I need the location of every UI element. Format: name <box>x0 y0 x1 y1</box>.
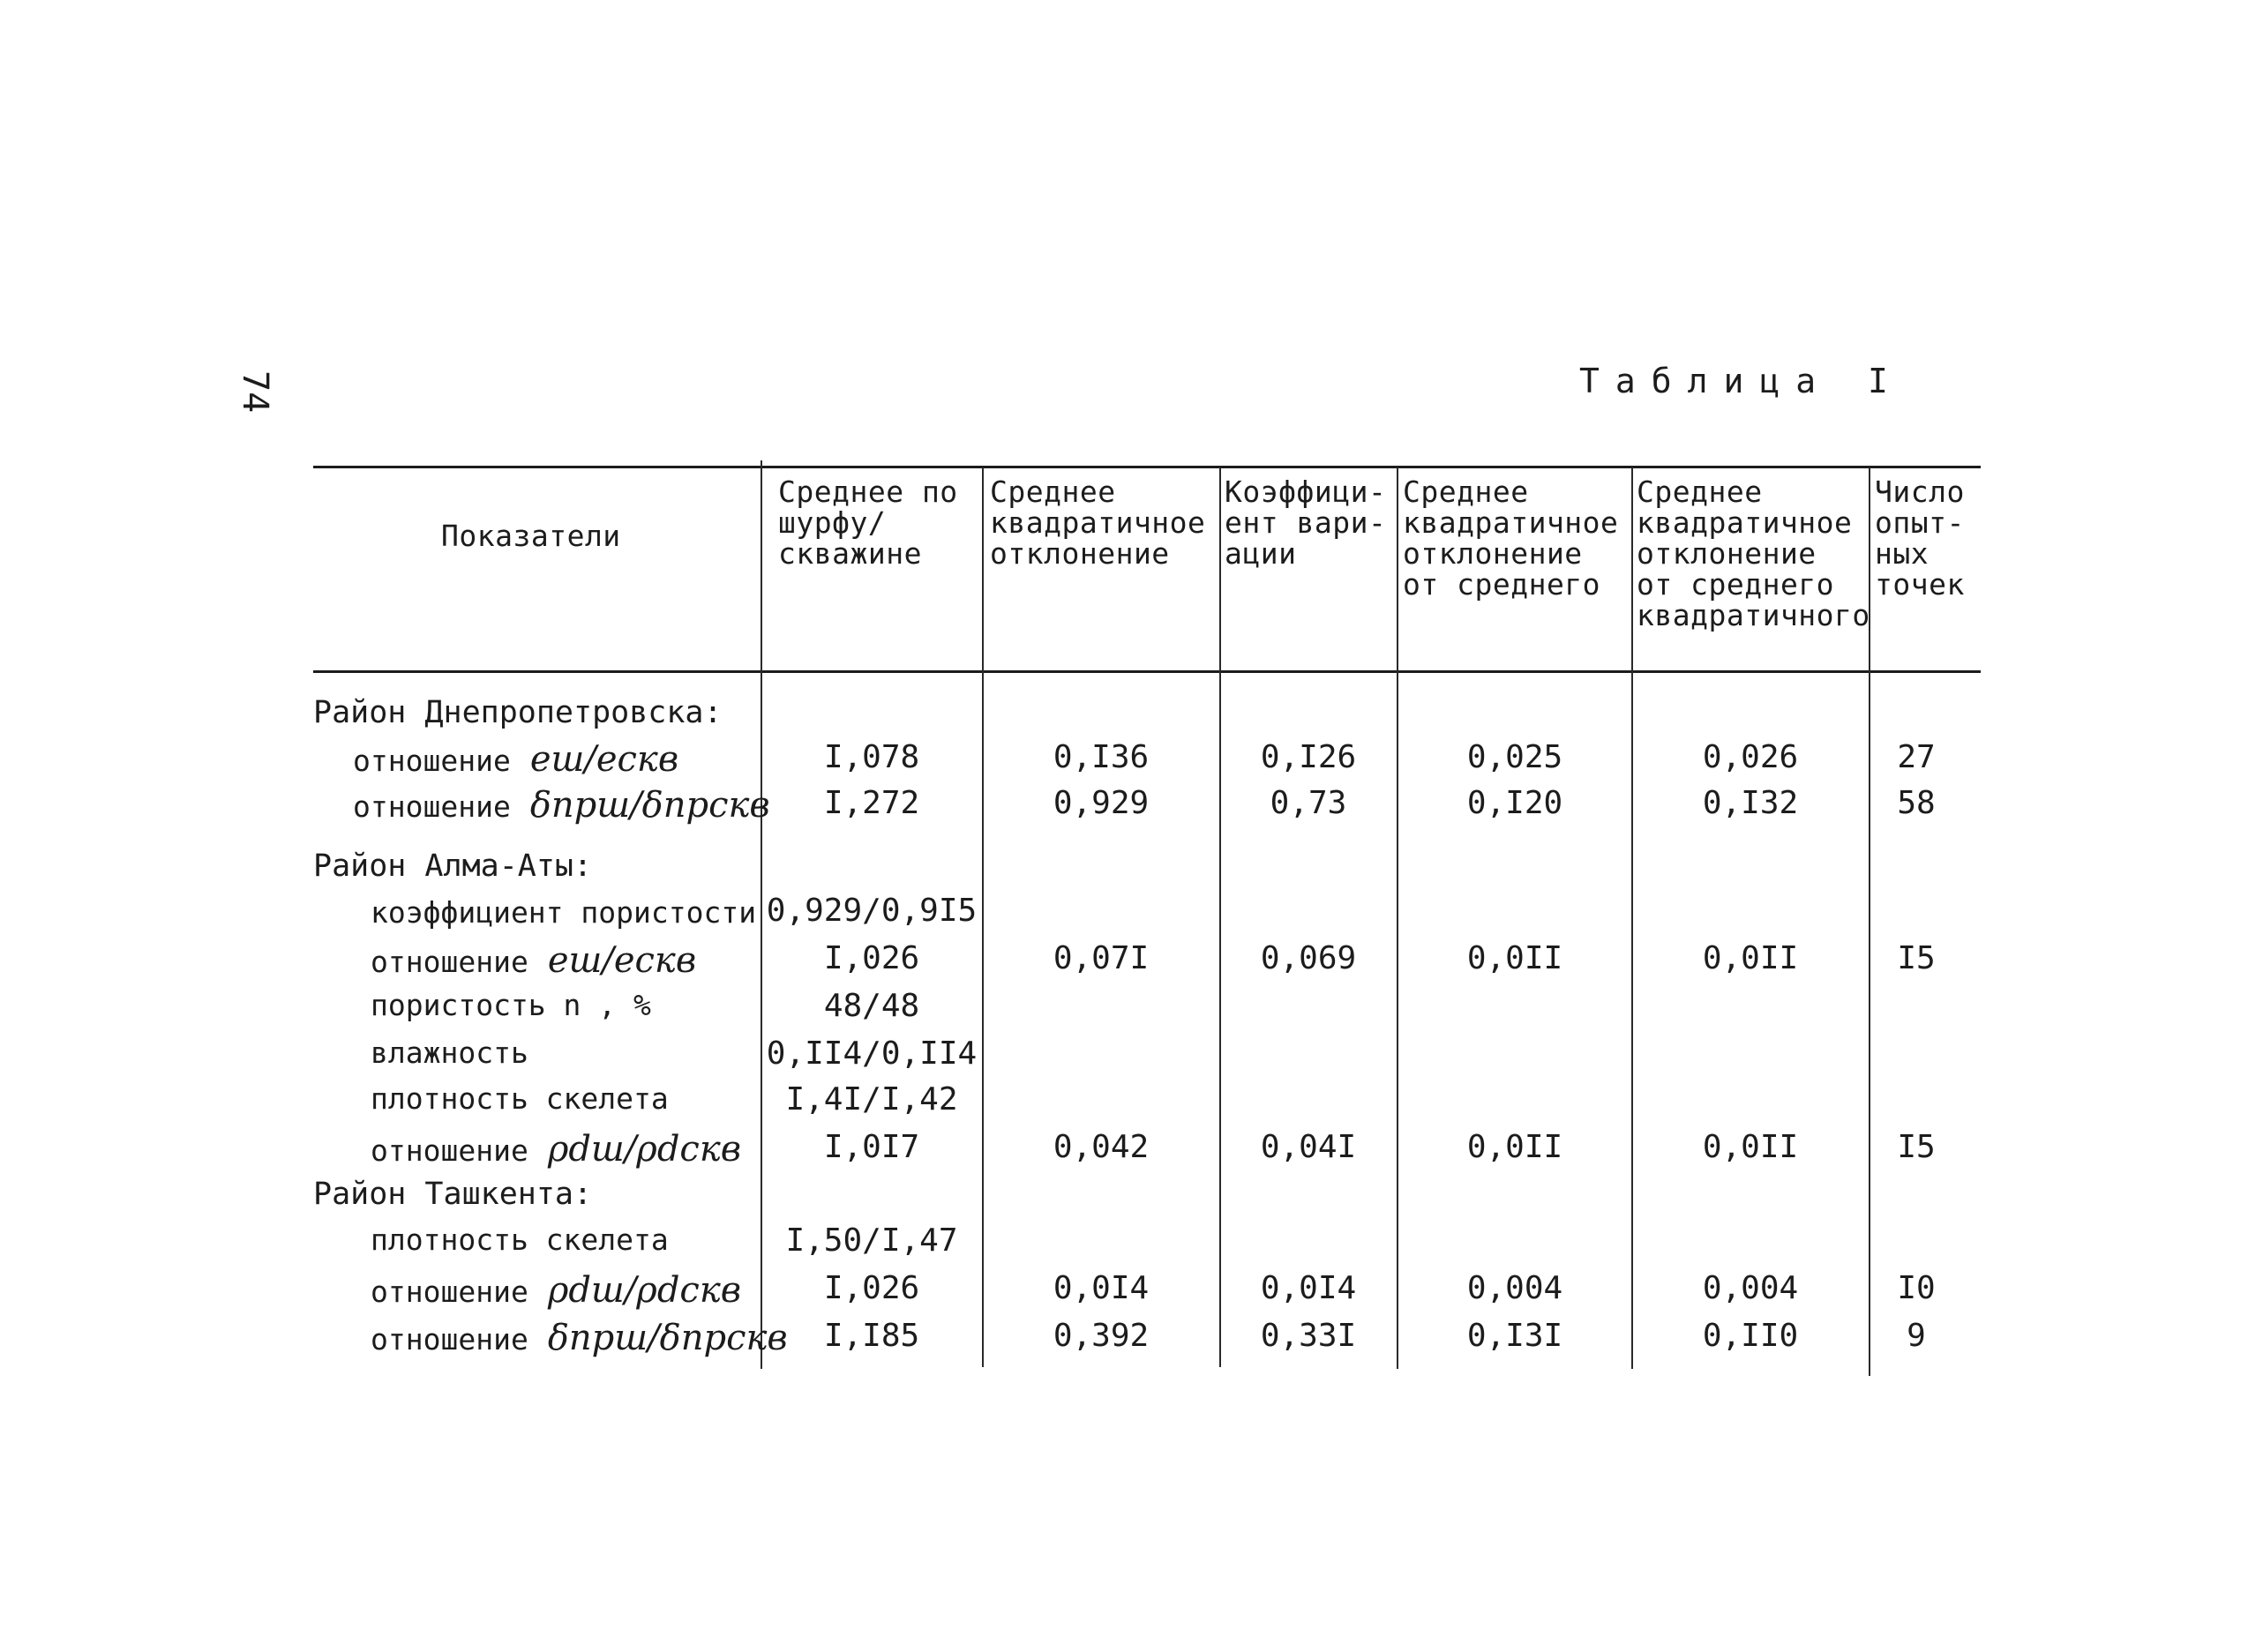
column-divider <box>1631 467 1633 1369</box>
row-label: влажность <box>371 1035 528 1070</box>
header-variation-coefficient: Коэффици- ент вари- ации <box>1225 475 1387 571</box>
table-cell: I,026 <box>823 940 920 976</box>
table-cell: 0,042 <box>1053 1129 1150 1165</box>
table-cell: I0 <box>1897 1270 1936 1306</box>
column-divider <box>1219 467 1221 1367</box>
table-cell: 0,0II <box>1702 1129 1799 1165</box>
table-cell: I,078 <box>823 739 920 775</box>
table-cell: I,50/I,47 <box>785 1222 958 1259</box>
row-label: отношение ρdш/ρdскв <box>371 1270 741 1311</box>
table-cell: 0,II4/0,II4 <box>766 1035 978 1072</box>
table-cell: I,I85 <box>823 1318 920 1354</box>
table-cell: 0,004 <box>1466 1270 1563 1306</box>
formula: ρdш/ρdскв <box>547 1129 741 1170</box>
table-cell: I,026 <box>823 1270 920 1306</box>
row-label: отношение eш/eскв <box>353 739 679 780</box>
column-divider <box>1397 467 1398 1369</box>
table-cell: 0,392 <box>1053 1318 1150 1354</box>
formula: δпрш/δпрскв <box>547 1318 788 1358</box>
table-cell: 0,0II <box>1702 940 1799 976</box>
table-cell: 0,929 <box>1053 785 1150 821</box>
page-number: 74 <box>235 370 275 414</box>
formula: ρdш/ρdскв <box>547 1270 741 1311</box>
table-cell: 0,0II <box>1466 940 1563 976</box>
table-cell: 58 <box>1897 785 1936 821</box>
table-cell: 0,73 <box>1270 785 1347 821</box>
column-divider <box>982 467 984 1367</box>
table-cell: 9 <box>1907 1318 1926 1354</box>
row-label: плотность скелета <box>371 1081 669 1116</box>
table-caption: Таблица I <box>1579 362 1904 400</box>
row-label: отношение ρdш/ρdскв <box>371 1129 741 1170</box>
row-label: отношение δпрш/δпрскв <box>353 785 770 826</box>
row-label: плотность скелета <box>371 1222 669 1257</box>
header-std-of-std: Среднее квадратичное отклонение от среднего квадратичного <box>1637 475 1870 632</box>
header-std-of-mean: Среднее квадратичное отклонение от среднего <box>1403 475 1619 602</box>
table-cell: 0,04I <box>1260 1129 1357 1165</box>
table-cell: I5 <box>1897 940 1936 976</box>
header-std-deviation: Среднее квадратичное отклонение <box>990 475 1206 571</box>
table-cell: 27 <box>1897 739 1936 775</box>
formula: eш/eскв <box>547 940 697 981</box>
table-cell: I,4I/I,42 <box>785 1081 958 1118</box>
group-title-dnepropetrovsk: Район Днепропетровска: <box>313 695 723 730</box>
table-cell: I,272 <box>823 785 920 821</box>
header-number-of-points: Число опыт- ных точек <box>1875 475 1965 602</box>
table-cell: 0,I20 <box>1466 785 1563 821</box>
group-title-alma-ata: Район Алма-Аты: <box>313 848 593 884</box>
table-cell: I,0I7 <box>823 1129 920 1165</box>
table-top-rule <box>313 466 1981 468</box>
table-cell: 0,0II <box>1466 1129 1563 1165</box>
table-cell: I5 <box>1897 1129 1936 1165</box>
table-cell: 48/48 <box>823 988 920 1024</box>
row-label: пористость n , % <box>371 988 651 1022</box>
table-cell: 0,0I4 <box>1260 1270 1357 1306</box>
row-label: отношение eш/eскв <box>371 940 697 981</box>
formula: eш/eскв <box>529 739 679 780</box>
table-cell: 0,33I <box>1260 1318 1357 1354</box>
table-cell: 0,0I4 <box>1053 1270 1150 1306</box>
table-cell: 0,026 <box>1702 739 1799 775</box>
group-title-tashkent: Район Ташкента: <box>313 1177 593 1212</box>
table-cell: 0,069 <box>1260 940 1357 976</box>
table-cell: 0,I3I <box>1466 1318 1563 1354</box>
row-label: отношение δпрш/δпрскв <box>371 1318 788 1358</box>
table-cell: 0,I26 <box>1260 739 1357 775</box>
header-indicators: Показатели <box>441 519 621 553</box>
table-cell: 0,I32 <box>1702 785 1799 821</box>
table-header-rule <box>313 670 1981 673</box>
table-cell: 0,929/0,9I5 <box>766 893 978 929</box>
table-cell: 0,I36 <box>1053 739 1150 775</box>
table-cell: 0,025 <box>1466 739 1563 775</box>
row-label: коэффициент пористости <box>371 895 757 930</box>
table-cell: 0,II0 <box>1702 1318 1799 1354</box>
table-cell: 0,004 <box>1702 1270 1799 1306</box>
header-mean-per-pit: Среднее по шурфу/ скважине <box>778 475 958 571</box>
formula: δпрш/δпрскв <box>529 785 770 826</box>
table-cell: 0,07I <box>1053 940 1150 976</box>
